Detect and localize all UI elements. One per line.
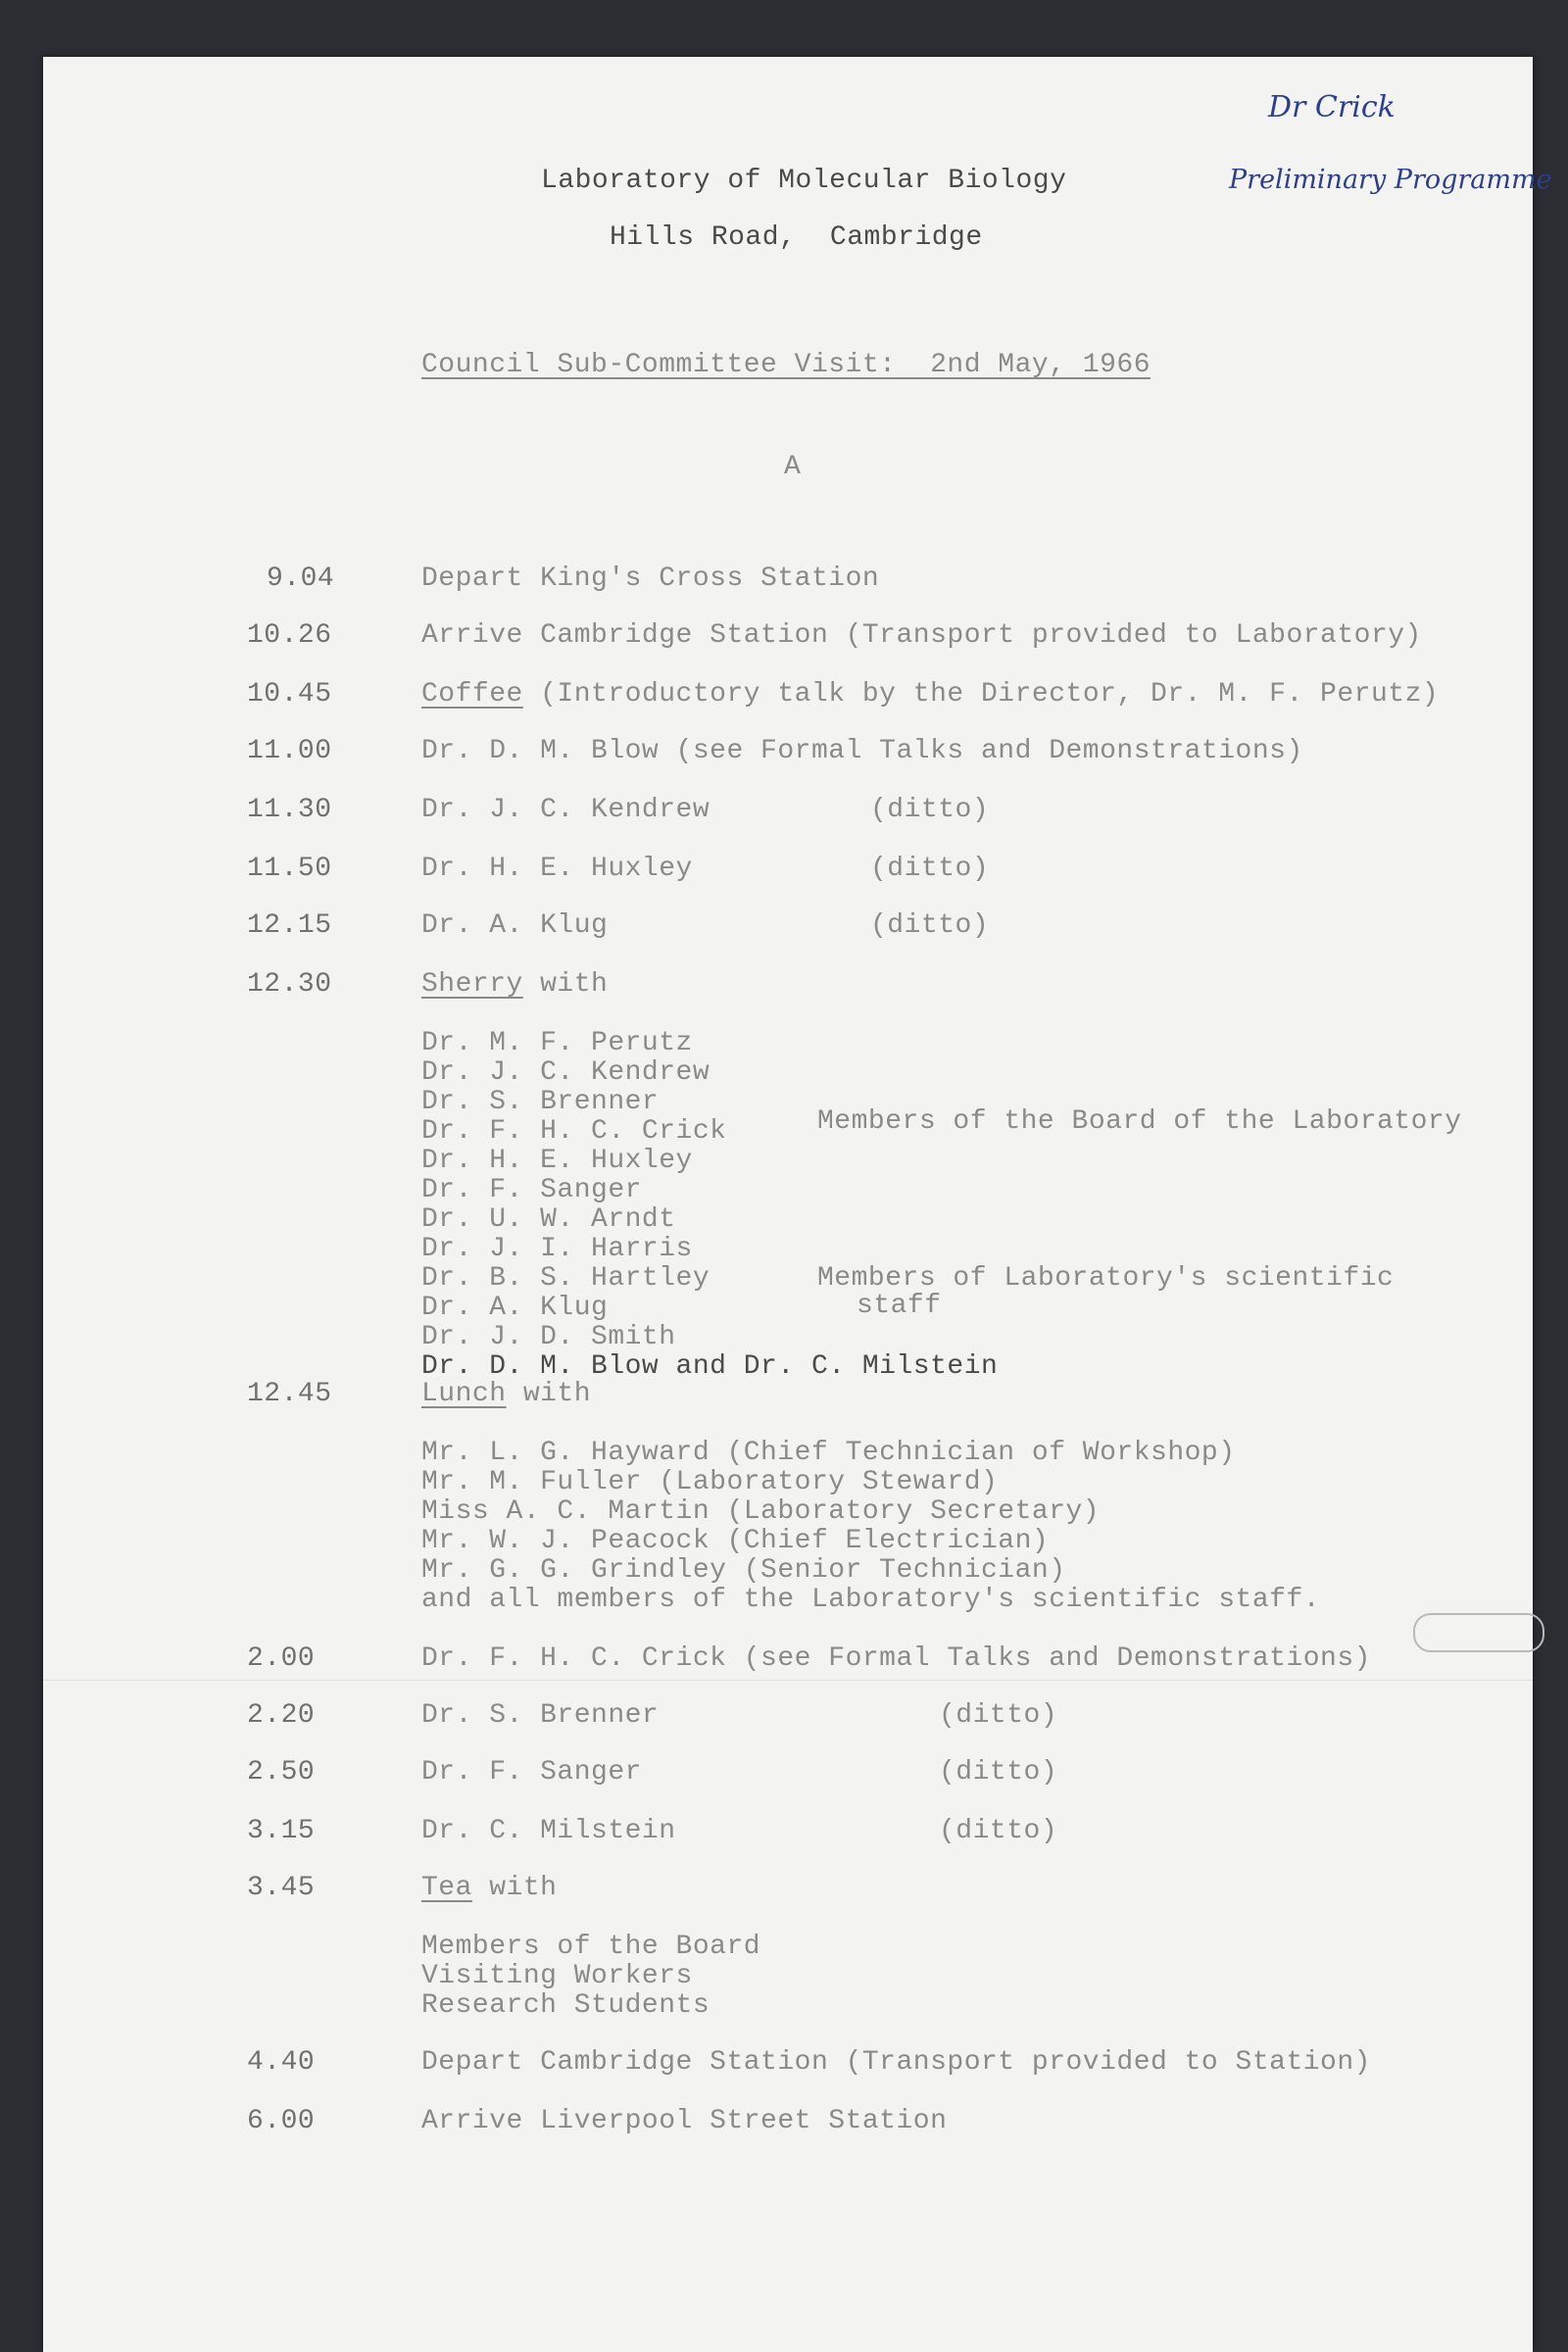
schedule-item-detail: with	[471, 1873, 558, 1903]
schedule-item: Dr. H. E. Huxley	[421, 854, 693, 884]
schedule-item: Dr. S. Brenner	[421, 1700, 660, 1731]
header-address: Hills Road, Cambridge	[610, 222, 983, 253]
guest-name: Dr. A. Klug	[421, 1293, 609, 1323]
guest-name: Dr. S. Brenner	[421, 1087, 660, 1117]
schedule-time: 11.50	[247, 854, 332, 884]
lunch-guest: Mr. M. Fuller (Laboratory Steward)	[421, 1467, 999, 1497]
schedule-ditto: (ditto)	[870, 854, 990, 884]
guest-name: Dr. U. W. Arndt	[421, 1204, 676, 1235]
schedule-time: 12.15	[247, 910, 332, 941]
document-page	[43, 57, 1552, 2352]
schedule-item-detail: (Introductory talk by the Director, Dr. M. F. Perutz)	[522, 679, 1440, 710]
handwritten-name: Dr Crick	[1268, 90, 1396, 124]
schedule-item-keyword: Coffee	[421, 679, 523, 710]
guest-name: Dr. D. M. Blow and Dr. C. Milstein	[421, 1351, 999, 1382]
schedule-item: Depart King's Cross Station	[421, 564, 880, 594]
schedule-item-keyword: Tea	[421, 1873, 472, 1903]
schedule-item	[421, 1380, 591, 1409]
header-lab-name: Laboratory of Molecular Biology	[541, 166, 1067, 196]
schedule-time: 10.45	[247, 679, 332, 710]
page-fold-line	[43, 1680, 1533, 1681]
schedule-item: Dr. C. Milstein	[421, 1816, 676, 1846]
schedule-time: 2.00	[247, 1643, 316, 1674]
schedule-time: 9.04	[267, 564, 335, 594]
schedule-item: Dr. F. Sanger	[421, 1757, 642, 1788]
schedule-item-detail: with	[506, 1379, 592, 1409]
lunch-guest: Mr. G. G. Grindley (Senior Technician)	[421, 1555, 1066, 1586]
tea-guest: Members of the Board	[421, 1932, 761, 1962]
schedule-item	[421, 1874, 557, 1903]
schedule-item-detail: with	[522, 969, 609, 1000]
guest-name: Dr. J. I. Harris	[421, 1234, 693, 1264]
tea-guest: Visiting Workers	[421, 1961, 693, 1991]
group-label-staff-cont: staff	[857, 1291, 942, 1321]
lunch-guest: Mr. W. J. Peacock (Chief Electrician)	[421, 1526, 1050, 1556]
group-label-staff: Members of Laboratory's scientific	[817, 1263, 1395, 1294]
schedule-ditto: (ditto)	[870, 795, 990, 825]
schedule-ditto: (ditto)	[939, 1700, 1058, 1731]
paperclip-mark	[1413, 1613, 1544, 1652]
schedule-ditto: (ditto)	[870, 910, 990, 941]
lunch-guest: and all members of the Laboratory's scientific staff.	[421, 1585, 1321, 1615]
schedule-ditto: (ditto)	[939, 1816, 1058, 1846]
guest-name: Dr. H. E. Huxley	[421, 1146, 693, 1176]
document-title: Council Sub-Committee Visit: 2nd May, 1966	[421, 350, 1152, 380]
schedule-time: 2.20	[247, 1700, 316, 1731]
section-label: A	[784, 452, 802, 482]
schedule-time: 10.26	[247, 620, 332, 651]
guest-name: Dr. F. H. C. Crick	[421, 1116, 727, 1147]
schedule-time: 11.00	[247, 736, 332, 766]
guest-name: Dr. F. Sanger	[421, 1175, 642, 1205]
schedule-item: Arrive Liverpool Street Station	[421, 2106, 948, 2136]
schedule-time: 12.45	[247, 1379, 332, 1409]
guest-name: Dr. J. C. Kendrew	[421, 1057, 710, 1088]
schedule-time: 4.40	[247, 2047, 316, 2078]
schedule-time: 12.30	[247, 969, 332, 1000]
schedule-time: 11.30	[247, 795, 332, 825]
schedule-time: 2.50	[247, 1757, 316, 1788]
lunch-guest: Mr. L. G. Hayward (Chief Technician of Workshop)	[421, 1438, 1236, 1468]
schedule-item: Dr. J. C. Kendrew	[421, 795, 710, 825]
schedule-item	[421, 970, 608, 1000]
schedule-item: Dr. F. H. C. Crick (see Formal Talks and Demonstrations)	[421, 1643, 1371, 1674]
schedule-time: 6.00	[247, 2106, 316, 2136]
group-label-board: Members of the Board of the Laboratory	[817, 1106, 1462, 1137]
schedule-ditto: (ditto)	[939, 1757, 1058, 1788]
guest-name: Dr. J. D. Smith	[421, 1322, 676, 1352]
schedule-time: 3.15	[247, 1816, 316, 1846]
schedule-time: 3.45	[247, 1873, 316, 1903]
tea-guest: Research Students	[421, 1990, 710, 2021]
guest-name: Dr. M. F. Perutz	[421, 1028, 693, 1058]
schedule-item-keyword: Lunch	[421, 1379, 507, 1409]
schedule-item: Arrive Cambridge Station (Transport provided to Laboratory)	[421, 620, 1422, 651]
schedule-item: Dr. D. M. Blow (see Formal Talks and Demonstrations)	[421, 736, 1303, 766]
handwritten-note: Preliminary Programme	[1229, 165, 1552, 195]
schedule-item: Depart Cambridge Station (Transport provided to Station)	[421, 2047, 1371, 2078]
schedule-item-keyword: Sherry	[421, 969, 523, 1000]
schedule-item	[421, 680, 1439, 710]
guest-name: Dr. B. S. Hartley	[421, 1263, 710, 1294]
lunch-guest: Miss A. C. Martin (Laboratory Secretary)	[421, 1496, 1101, 1527]
schedule-item: Dr. A. Klug	[421, 910, 609, 941]
